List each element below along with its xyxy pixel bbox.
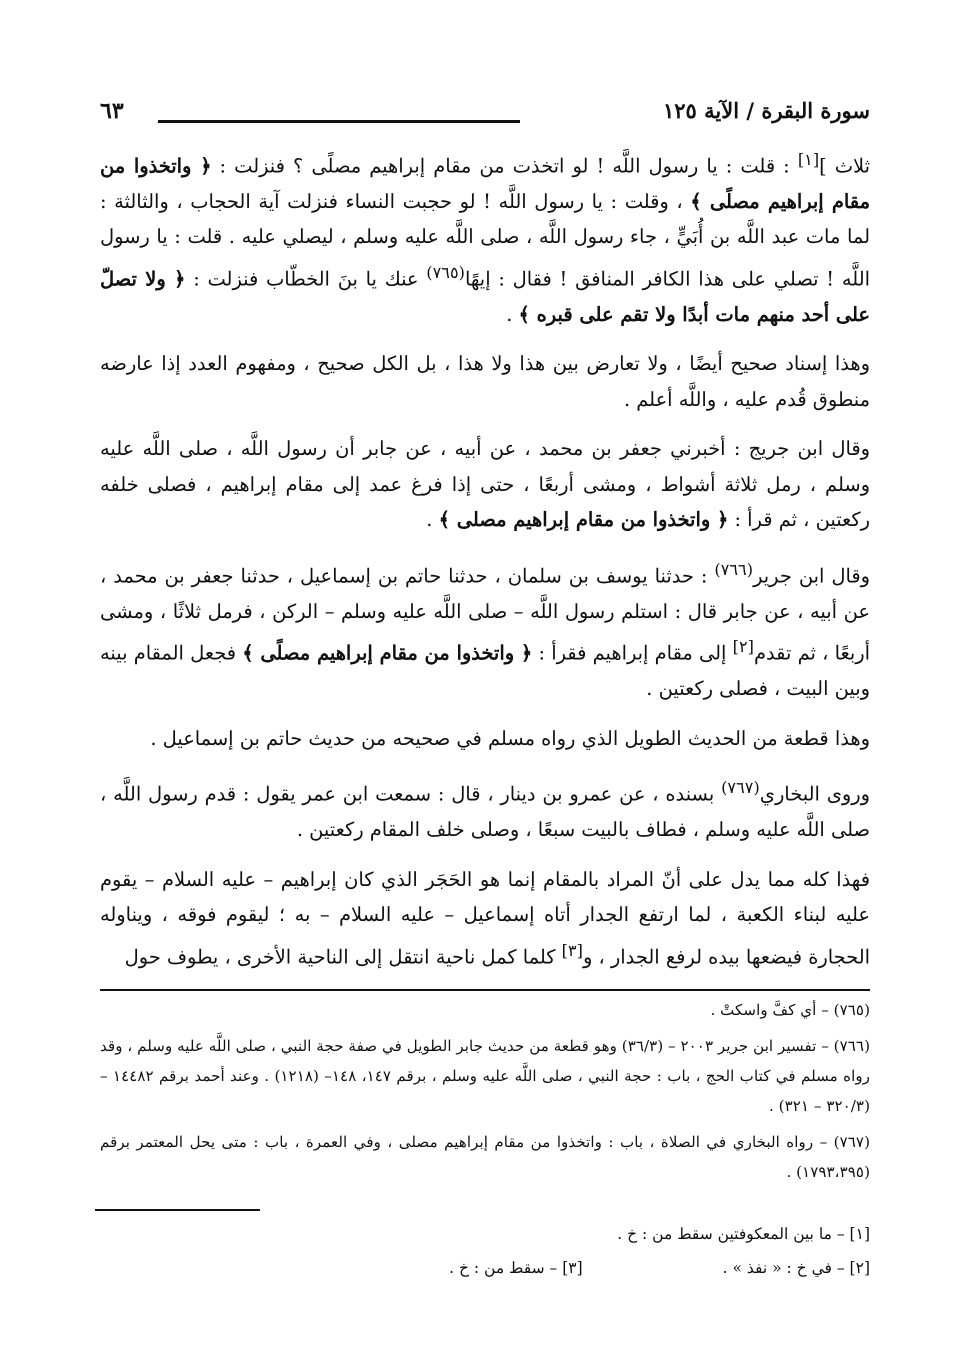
text-run: بسنده ، عن عمرو بن دينار ، قال : سمعت ابن عمر يقول : قدم رسول اللَّه ، صلى اللَّه عليه وسلم ، فطاف بالبيت سبعًا ، وصلى خلف المقام ركعتين . xyxy=(100,782,870,842)
editor-notes-rule xyxy=(95,1209,260,1211)
paragraph-4 xyxy=(100,552,870,707)
paragraph-6 xyxy=(100,770,870,847)
editor-note-1: [١] – ما بين المعكوفتين سقط من : خ . xyxy=(617,1224,870,1243)
paragraph-7 xyxy=(100,862,870,975)
paragraph-5: وهذا قطعة من الحديث الطويل الذي رواه مسلم في صحيحه من حديث حاتم بن إسماعيل . xyxy=(150,726,870,750)
paragraph-1 xyxy=(100,142,870,332)
footnote-ref: (٧٦٧) xyxy=(721,778,760,798)
editor-note-2: [٢] – في خ : « نفذ » . xyxy=(722,1258,870,1277)
main-text xyxy=(100,142,870,975)
surah-verse-label: سورة البقرة / الآية ١٢٥ xyxy=(662,98,870,123)
editor-note-3: [٣] – سقط من : خ . xyxy=(449,1258,583,1277)
paragraph-3 xyxy=(100,431,870,538)
text-run: وروى البخاري xyxy=(759,782,870,806)
paragraph-2: وهذا إسناد صحيح أيضًا ، ولا تعارض بين هذا ولا هذا ، بل الكل صحيح ، ومفهوم العدد إذا عارضه منطوق قُدم عليه ، واللَّه أعلم . xyxy=(100,352,870,411)
footnote-766: (٧٦٦) – تفسير ابن جرير ٢٠٠٣ – (٣٦/٣) وهو قطعة من حديث جابر الطويل في صفة حجة النبي ، صلى اللَّه عليه وسلم ، وقد رواه مسلم في كتاب الحج ، باب : حجة النبي ، صلى اللَّه عليه وسلم ، برقم ١٤٧، ١٤٨– (١٢١٨) . وعند أحمد برقم ١٤٤٨٢ – (٣٢٠/٣ – ٣٢١) . xyxy=(99,1036,870,1115)
text-run: : حدثنا يوسف بن سلمان ، حدثنا حاتم بن إسماعيل ، حدثنا جعفر بن محمد ، عن أبيه ، عن جابر قال : استلم رسول اللَّه – صلى اللَّه عليه وسلم – الركن ، فرمل ثلاثًا ، ومشى أربعًا ، ثم تقدم xyxy=(100,564,870,665)
quran-quote: ﴿ واتخذوا من مقام إبراهيم مصلًى ﴾ xyxy=(100,154,870,213)
text-run: فجعل المقام بينه وبين البيت ، فصلى ركعتين . xyxy=(100,641,870,701)
quran-quote: ﴿ واتخذوا من مقام إبراهيم مصلًى ﴾ xyxy=(242,641,533,665)
text-run: ثلاث ] xyxy=(819,154,870,178)
footnote-ref: (٧٦٦) xyxy=(714,559,754,579)
text-run: فهذا كله مما يدل على أنّ المراد بالمقام إنما هو الحَجَر الذي كان إبراهيم – عليه السلام – يقوم عليه لبناء الكعبة ، لما ارتفع الجدار أتاه إسماعيل – عليه السلام – به ؛ ليقوم فوقه ، ويناوله الحجارة فيضعها بيده لرفع الجدار ، و xyxy=(100,867,870,969)
editor-note-ref: [٣] xyxy=(561,940,583,960)
footnote-765: (٧٦٥) – أي كفَّ واسكتْ . xyxy=(710,1000,870,1019)
book-page xyxy=(100,96,870,1285)
editor-notes-row xyxy=(100,1251,870,1285)
footnotes-section xyxy=(100,989,870,1187)
quran-quote: ﴿ ولا تصلّ على أحد منهم مات أبدًا ولا تقم على قبره ﴾ xyxy=(100,267,870,326)
text-run: وقال ابن جرير xyxy=(753,564,870,588)
text-run: . xyxy=(506,302,519,326)
editor-note-ref: [١] xyxy=(797,150,820,169)
text-run: ، وقلت : يا رسول اللَّه ! لو حجبت النساء فنزلت آية الحجاب ، والثالثة : لما مات عبد اللَّه بن أُبَيٍّ ، جاء رسول اللَّه ، صلى اللَّه عليه وسلم ، ليصلي عليه . قلت : يا رسول اللَّه ! تصلي على هذا الكافر المنافق ! فقال : إيهًا xyxy=(100,189,870,291)
text-run: وقال ابن جريج : أخبرني جعفر بن محمد ، عن أبيه ، عن جابر أن رسول اللَّه ، صلى اللَّه عليه وسلم ، رمل ثلاثة أشواط ، ومشى أربعًا ، حتى إذا فرغ عمد إلى مقام إبراهيم ، فصلى خلفه ركعتين ، ثم قرأ : xyxy=(100,437,870,532)
editor-note-ref: [٢] xyxy=(732,637,754,657)
page-header xyxy=(100,96,870,136)
text-run: . xyxy=(426,508,439,532)
editor-notes xyxy=(100,1217,870,1285)
text-run: : قلت : يا رسول اللَّه ! لو اتخذت من مقام إبراهيم مصلًى ؟ فنزلت : xyxy=(211,154,798,178)
quran-quote: ﴿ واتخذوا من مقام إبراهيم مصلى ﴾ xyxy=(438,508,729,532)
text-run: كلما كمل ناحية انتقل إلى الناحية الأخرى ، يطوف حول xyxy=(124,945,562,969)
header-rule xyxy=(158,120,520,123)
footnote-ref: (٧٦٥) xyxy=(426,262,465,282)
footnote-767: (٧٦٧) – رواه البخاري في الصلاة ، باب : واتخذوا من مقام إبراهيم مصلى ، وفي العمرة ، باب : متى يحل المعتمر برقم (١٧٩٣،٣٩٥) . xyxy=(100,1132,870,1181)
text-run: عنك يا بنَ الخطّاب فنزلت : xyxy=(185,267,427,291)
text-run: إلى مقام إبراهيم فقرأ : xyxy=(532,641,733,665)
page-number: ٦٣ xyxy=(100,98,124,124)
